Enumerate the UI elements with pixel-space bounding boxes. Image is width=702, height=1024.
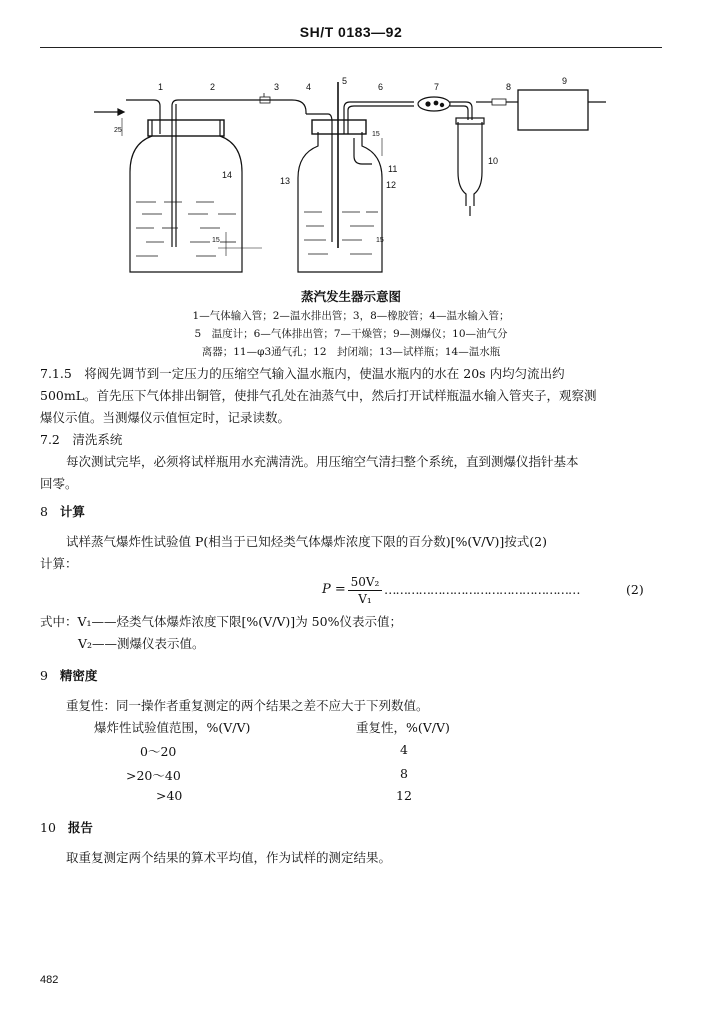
table-header-repeatability: 重复性，%(V/V): [356, 720, 450, 735]
part-label: 10: [488, 156, 499, 166]
para-8-line: 试样蒸气爆炸性试验值 P(相当于已知烃类气体爆炸浓度下限的百分数)[%(V/V)]按式(2): [66, 534, 547, 549]
table-cell-range: 0～20: [140, 744, 177, 759]
para-7-2-line: 每次测试完毕，必须将试样瓶用水充满清洗。用压缩空气清扫整个系统，直到测爆仪指针基本: [66, 454, 579, 469]
table-cell-range: >20～40: [126, 768, 181, 783]
figure-legend-line: 1—气体输入管；2—温水排出管；3，8—橡胶管；4—温水输入管；: [192, 310, 510, 322]
formula-lhs: P =: [322, 582, 346, 597]
table-cell-value: 4: [400, 742, 408, 757]
formula: [322, 576, 346, 597]
section-number: 10: [40, 820, 56, 835]
steam-generator-diagram: [92, 72, 612, 282]
middle-stopper: [312, 120, 366, 134]
warm-water-bottle: [130, 120, 242, 272]
formula-leader: ……………………………………………: [384, 582, 580, 597]
table-header-range: 爆炸性试验值范围，%(V/V): [94, 720, 251, 735]
para-7-1-5-line: 500mL。首先压下气体排出铜管，使排气孔处在油蒸气中，然后打开试样瓶温水输入管夹子，观察测: [40, 388, 597, 403]
section-title: 计算: [59, 504, 85, 519]
part-label: 14: [222, 170, 233, 180]
section-7-2-heading: 7.2 清洗系统: [40, 432, 123, 447]
dimension-label: 25: [114, 127, 122, 134]
header-rule: [40, 47, 662, 48]
section-number: 9: [40, 668, 48, 683]
para-9-line: 重复性：同一操作者重复测定的两个结果之差不应大于下列数值。: [66, 698, 429, 713]
sample-bottle: [298, 132, 382, 272]
para-7-1-5-line: 爆仪示值。当测爆仪示值恒定时，记录读数。: [40, 410, 291, 425]
formula-numerator: 50V₂: [348, 574, 382, 591]
formula-number: (2): [626, 582, 644, 597]
para-7-2-line: 回零。: [40, 476, 78, 491]
part-label: 2: [210, 82, 216, 92]
figure-legend-line: 离器；11—φ3通气孔；12 封闭端；13—试样瓶；14—温水瓶: [201, 346, 501, 358]
section-title: 报告: [67, 820, 93, 835]
warm-water-inlet-tube: [306, 114, 332, 242]
formula-fraction: [348, 574, 382, 607]
part-label: 3: [274, 82, 280, 92]
dimension-label: 15: [376, 237, 384, 244]
standard-code-header: SH/T 0183—92: [299, 24, 403, 40]
page-number: 482: [40, 974, 59, 986]
part-label: 13: [280, 176, 291, 186]
table-cell-value: 8: [400, 766, 408, 781]
part-label: 12: [386, 180, 397, 190]
figure-caption: 蒸汽发生器示意图: [300, 289, 401, 304]
para-10-line: 取重复测定两个结果的算术平均值，作为试样的测定结果。: [66, 850, 392, 865]
gas-outlet-tube: [344, 102, 414, 134]
dimension-label: 15: [372, 131, 380, 138]
para-7-1-5-line: 7.1.5 将阀先调节到一定压力的压缩空气输入温水瓶内，使温水瓶内的水在 20s 内均匀流出约: [40, 366, 565, 381]
part-label: 11: [388, 164, 398, 174]
section-10-heading: [40, 818, 93, 838]
section-9-heading: [40, 666, 97, 686]
part-label: 5: [342, 76, 348, 86]
section-8-heading: [40, 502, 85, 522]
rubber-tube-8: [492, 99, 506, 105]
oil-gas-separator: [458, 122, 482, 206]
part-label: 4: [306, 82, 312, 92]
where-v1: 式中：V₁——烃类气体爆炸浓度下限[%(V/V)]为 50%仪表示值；: [40, 614, 402, 629]
explosion-meter: [518, 90, 588, 130]
part-label: 7: [434, 82, 440, 92]
part-label: 8: [506, 82, 512, 92]
section-number: 8: [40, 504, 48, 519]
part-label: 1: [158, 82, 164, 92]
figure-legend-line: 5 温度计；6—气体排出管；7—干燥管；9—测爆仪；10—油气分: [194, 328, 508, 340]
left-stopper: [148, 120, 224, 136]
part-label: 6: [378, 82, 384, 92]
part-label: 9: [562, 76, 568, 86]
warm-water-outlet-tube: [172, 100, 306, 247]
section-title: 精密度: [59, 668, 98, 683]
gas-inlet-tube: [126, 100, 160, 134]
table-cell-value: 12: [396, 788, 412, 803]
table-cell-range: >40: [156, 788, 183, 803]
dimension-label: 15: [212, 237, 220, 244]
formula-denominator: V₁: [358, 592, 372, 606]
where-v2: V₂——测爆仪表示值。: [78, 636, 205, 651]
para-8-line: 计算：: [40, 556, 78, 571]
